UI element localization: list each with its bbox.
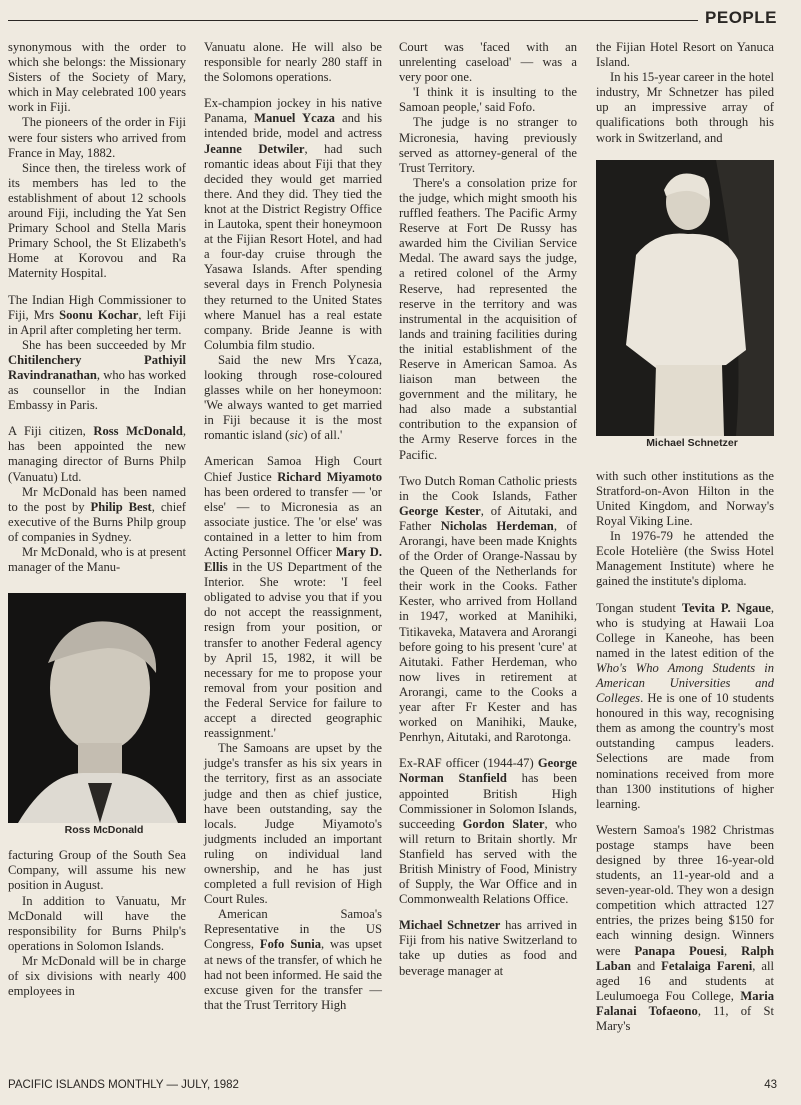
paragraph: Mr McDonald will be in charge of six divisions with nearly 400 employees in bbox=[8, 953, 186, 999]
paragraph: The Samoans are upset by the judge's transfer as his six years in the territory, first as an associate judge and then as chief justice, have been outstanding, say the locals. Judge Miyamoto's judgments included an important ruling on individual land ownership, and he has just completed a full revision of High Court Rules. bbox=[204, 741, 382, 907]
person-name: Tevita P. Ngaue bbox=[681, 600, 771, 615]
page-number: 43 bbox=[764, 1079, 777, 1091]
person-name: Manuel Ycaza bbox=[254, 111, 335, 126]
column-1 bbox=[8, 40, 186, 999]
page-footer bbox=[8, 1079, 777, 1097]
paragraph: The pioneers of the order in Fiji were four sisters who arrived from France in May, 1882. bbox=[8, 115, 186, 160]
paragraph: Ex-RAF officer (1944-47) George Norman Stanfield has been appointed British High Commissioner in Solomon Islands, succeeding Gordon Slater, who will return to Britain shortly. Mr Stanfield has served with the British Ministry of Food, Ministry of Supply, the War Office and in Commonwealth Relations Office. bbox=[399, 756, 577, 907]
person-name: George Kester bbox=[399, 503, 481, 518]
person-name: Panapa Pouesi bbox=[634, 943, 724, 958]
paragraph: Mr McDonald, who is at present manager of the Manu- bbox=[8, 545, 186, 575]
person-name: George Norman Stanfield bbox=[399, 756, 577, 786]
paragraph: In his 15-year career in the hotel industry, Mr Schnetzer has piled up an impressive array of qualifications both through his work in Switzerland, and bbox=[596, 70, 774, 145]
portrait-photo-ross-mcdonald bbox=[8, 593, 186, 823]
paragraph: Mr McDonald has been named to the post by Philip Best, chief executive of the Burns Philp group of companies in Sydney. bbox=[8, 484, 186, 544]
column-3 bbox=[399, 40, 577, 979]
paragraph: Ex-champion jockey in his native Panama, Manuel Ycaza and his intended bride, model and actress Jeanne Detwiler, had such romantic ideas about Fiji that they decided they would get married there. And they did. They tied the knot at the District Registry Office in Lautoka, spent their honeymoon at the Fijian Resort Hotel, and had a four-day cruise through the Yasawa Islands. After spending several days in French Polynesia they returned to the United States where Manuel has a real estate company. Bride Jeanne is with Columbia film studio. bbox=[204, 96, 382, 352]
paragraph: synonymous with the order to which she belongs: the Missionary Sisters of the Society of Mary, which in May celebrated 100 years work in Fiji. bbox=[8, 40, 186, 115]
paragraph: The Indian High Commissioner to Fiji, Mrs Soonu Kochar, left Fiji in April after completing her term. bbox=[8, 292, 186, 337]
person-name: Gordon Slater bbox=[462, 816, 545, 831]
person-name: Ralph Laban bbox=[596, 943, 774, 973]
paragraph: Western Samoa's 1982 Christmas postage stamps have been designed by three 16-year-old students, an 11-year-old and a seven-year-old. They won a design competition which attracted 127 entries, the prizes being $150 for each winning design. Winners were Panapa Pouesi, Ralph Laban and Fetalaiga Fareni, all aged 16 and students at Leulumoega Fou College, Maria Falanai Tofaeono, 11, of St Mary's bbox=[596, 822, 774, 1034]
paragraph: She has been succeeded by Mr Chitilenchery Pathiyil Ravindranathan, who has worked as counsellor in the Indian Embassy in Paris. bbox=[8, 337, 186, 413]
person-name: Fofo Sunia bbox=[259, 937, 321, 952]
person-name: Chitilenchery Pathiyil Ravindranathan bbox=[8, 352, 186, 382]
paragraph: American Samoa's Representative in the US Congress, Fofo Sunia, was upset at news of the transfer, of which he had not been informed. He said the excuse given for the transfer — that the Trust Territory High bbox=[204, 907, 382, 1012]
paragraph: American Samoa High Court Chief Justice Richard Miyamoto has been ordered to transfer — 'or else' — to Micronesia as an associate justice. The 'or else' was contained in a letter to him from Acting Personnel Officer Mary D. Ellis in the US Department of the Interior. She wrote: 'I feel obligated to advise you that if you do not accept the reassignment, resign from your position, or transfer to another Federal agency by April 15, 1982, it will be necessary for me to propose your removal from your position and the Federal Service for failure to accept a directed geographic reassignment.' bbox=[204, 454, 383, 741]
photo-caption: Michael Schnetzer bbox=[646, 436, 738, 449]
paragraph: the Fijian Hotel Resort on Yanuca Island. bbox=[596, 40, 774, 70]
column-4 bbox=[596, 40, 774, 1034]
paragraph: Said the new Mrs Ycaza, looking through rose-coloured glasses while on her honeymoon: 'We always wanted to get married in Fiji because it is the most romantic island (sic) of all.' bbox=[204, 352, 382, 443]
header-rule bbox=[8, 20, 698, 21]
paragraph: with such other institutions as the Stratford-on-Avon Hilton in the United Kingdom, and Norway's Royal Viking Line. bbox=[596, 468, 774, 529]
person-name: Ross McDonald bbox=[93, 424, 183, 439]
person-name: Richard Miyamoto bbox=[277, 469, 383, 484]
paragraph: facturing Group of the South Sea Company, will assume his new position in August. bbox=[8, 848, 186, 893]
paragraph: Court was 'faced with an unrelenting caseload' — was a very poor one. bbox=[399, 40, 577, 85]
person-name: Michael Schnetzer bbox=[399, 918, 501, 933]
paragraph: In 1976-79 he attended the Ecole Hotelière (the Swiss Hotel Management Institute) where he gained the institute's diploma. bbox=[596, 529, 774, 589]
person-name: Philip Best bbox=[90, 499, 152, 514]
paragraph: Two Dutch Roman Catholic priests in the Cook Islands, Father George Kester, of Aitutaki, and Father Nicholas Herdeman, of Arorangi, have been made Knights of the Order of Orange-Nassau by the Queen of the Netherlands for their work in the Cooks. Father Kester, who arrived from Holland in 1947, worked at Manihiki, Titikaveka, Matavera and Arorangi before going to his present 'cure' at Aitutaki. Father Herdeman, who now lives in retirement at Arorangi, came to the Cooks a year after Fr Kester and has worked on Manihiki, Mauke, Penrhyn, Aitutaki, and Rarotonga. bbox=[399, 473, 578, 745]
person-name: Nicholas Herdeman bbox=[440, 518, 554, 533]
person-name: Fetalaiga Fareni bbox=[661, 958, 753, 973]
person-name: Maria Falanai Tofaeono bbox=[596, 988, 774, 1018]
column-2 bbox=[204, 40, 382, 1013]
paragraph: A Fiji citizen, Ross McDonald, has been appointed the new managing director of Burns Philp (Vanuatu) Ltd. bbox=[8, 424, 187, 484]
paragraph: Tongan student Tevita P. Ngaue, who is studying at Hawaii Loa College in Kaneohe, has been named in the latest edition of the Who's Who Among Students in American Universities and Colleges. He is one of 10 students honoured in this way, recognising them as among the country's most outstanding campus leaders. Selections are made from nominations received from more than 1300 institutions of higher learning. bbox=[596, 600, 774, 811]
publication-line: PACIFIC ISLANDS MONTHLY — JULY, 1982 bbox=[8, 1079, 239, 1091]
person-name: Soonu Kochar bbox=[59, 307, 139, 322]
photo-caption: Ross McDonald bbox=[64, 824, 144, 837]
person-name: Jeanne Detwiler bbox=[204, 141, 305, 156]
portrait-photo-michael-schnetzer bbox=[596, 160, 774, 436]
paragraph: Vanuatu alone. He will also be responsible for nearly 280 staff in the Solomons operations. bbox=[204, 40, 382, 85]
person-name: Mary D. Ellis bbox=[204, 545, 382, 575]
section-heading: PEOPLE bbox=[705, 8, 777, 27]
paragraph: In addition to Vanuatu, Mr McDonald will have the responsibility for Burns Philp's operations in Solomon Islands. bbox=[8, 893, 186, 953]
paragraph: There's a consolation prize for the judge, which might smooth his ruffled feathers. The Pacific Army Reserve at Fort De Russy has awarded him the Civilian Service Medal. The award says the judge, a retired colonel of the Army Reserve, had represented the reserve in the territory and was instrumental in the acquisition of lands and training facilities during the initial establishment of the Reserve in American Samoa. As liaison man between the government and the military, he had also made a substantial contribution to the expansion of the Army Reserve forces in the Pacific. bbox=[399, 175, 577, 462]
paragraph: 'I think it is insulting to the Samoan people,' said Fofo. bbox=[399, 85, 577, 115]
paragraph: Michael Schnetzer has arrived in Fiji from his native Switzerland to take up duties as food and beverage manager at bbox=[399, 918, 577, 978]
paragraph: Since then, the tireless work of its members has led to the establishment of about 12 schools around Fiji, including the Yat Sen Primary School and Stella Maris Primary School, the St Elizabeth's Home at Korovou and Ra Maternity Hospital. bbox=[8, 160, 186, 281]
paragraph: The judge is no stranger to Micronesia, having previously served as attorney-general of the Trust Territory. bbox=[399, 115, 577, 175]
